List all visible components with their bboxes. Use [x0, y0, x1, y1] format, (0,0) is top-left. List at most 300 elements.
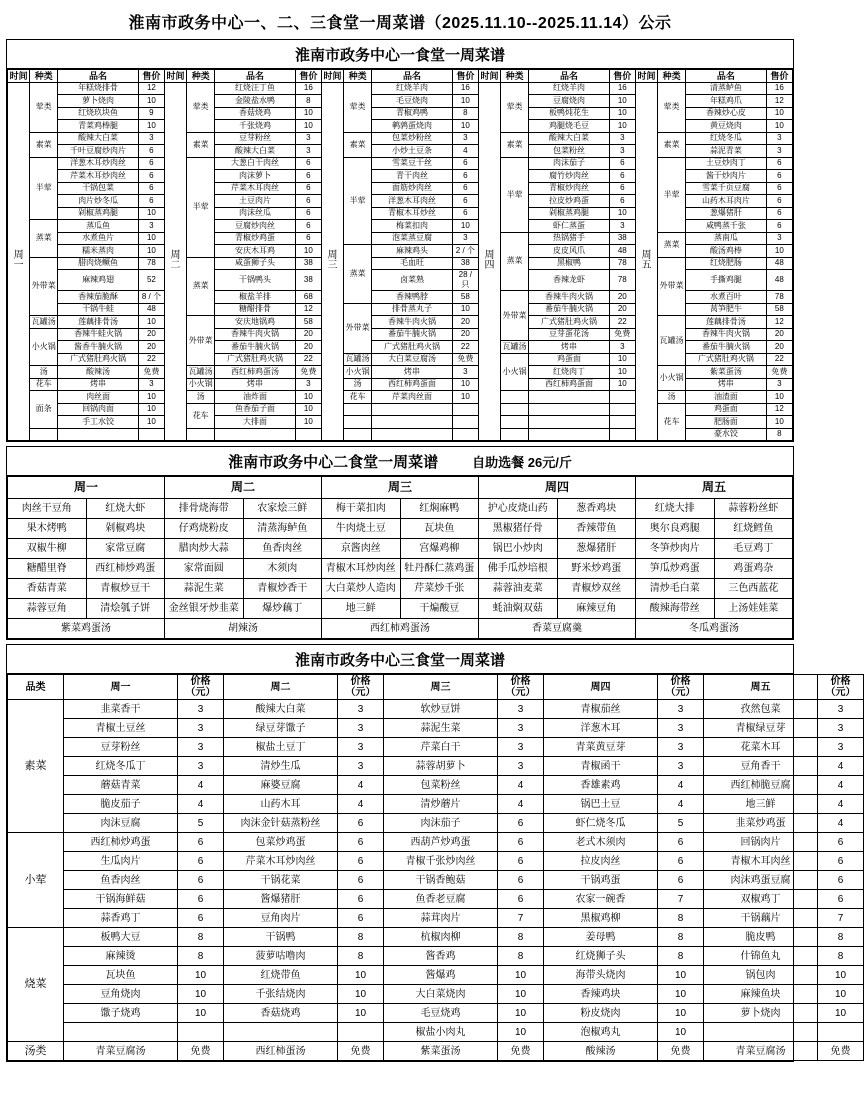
- hall2-dish-cell: 肉丝干豆角: [8, 499, 87, 519]
- hall1-category-cell: 素菜: [658, 132, 686, 157]
- hall1-category-cell: 半荤: [501, 157, 529, 232]
- hall3-dish-price: 10: [818, 1004, 864, 1023]
- hall3-header-cell: 周四: [544, 675, 658, 700]
- hall3-dish-name: [224, 1023, 338, 1042]
- hall1-dish-name: 烤串: [58, 378, 139, 391]
- hall1-dish-name: 安庆木耳鸡: [215, 245, 296, 258]
- hall1-dish-name: 毛血旺: [372, 257, 453, 270]
- hall1-dish-price: 48: [766, 257, 792, 270]
- hall2-dish-cell: 果木烤鸭: [8, 519, 87, 539]
- hall1-dish-price: 10: [766, 391, 792, 404]
- table-row: [8, 871, 864, 890]
- hall3-dish-name: 回锅肉片: [704, 833, 818, 852]
- hall3-header-cell: 周五: [704, 675, 818, 700]
- hall1-dish-name: 酸辣大白菜: [58, 132, 139, 145]
- hall3-title: 淮南市政务中心三食堂一周菜谱: [7, 645, 793, 674]
- hall3-dish-name: 肉沫金针菇蒸粉丝: [224, 814, 338, 833]
- hall1-dish-price: 10: [766, 107, 792, 120]
- hall3-dish-price: 10: [658, 985, 704, 1004]
- hall2-dish-cell: 鸡蛋鸡杂: [714, 559, 793, 579]
- hall1-dish-price: 38: [609, 232, 635, 245]
- hall3-dish-name: 蒜香鸡丁: [64, 909, 178, 928]
- hall1-dish-name: 芹菜肉丝面: [372, 391, 453, 404]
- empty-cell: [215, 428, 296, 441]
- hall1-dish-price: 16: [295, 82, 321, 95]
- hall1-category-cell: 素菜: [30, 132, 58, 157]
- hall1-category-cell: 瓦罐汤: [344, 353, 372, 366]
- hall2-dish-cell: 家常面圆: [165, 559, 244, 579]
- hall1-dish-price: 22: [766, 353, 792, 366]
- hall1-dish-name: 肉沫丝瓜: [215, 207, 296, 220]
- hall1-category-cell: 花车: [344, 391, 372, 404]
- hall2-dish-cell: 野米炒鸡蛋: [557, 559, 636, 579]
- hall1-dish-price: 10: [295, 403, 321, 416]
- hall1-dish-price: 10: [138, 207, 164, 220]
- hall1-dish-name: 咸鸭蒸千张: [686, 220, 767, 233]
- empty-cell: [501, 428, 529, 441]
- hall1-category-cell: 小火锅: [30, 328, 58, 366]
- hall1-dish-name: 土豆炒肉丁: [686, 157, 767, 170]
- hall1-dish-price: 6: [138, 182, 164, 195]
- hall1-dish-price: 10: [452, 391, 478, 404]
- hall1-dish-price: 10: [295, 391, 321, 404]
- hall3-dish-name: 蒜蓉胡萝卜: [384, 757, 498, 776]
- hall3-dish-name: 泡椒鸡丸: [544, 1023, 658, 1042]
- hall1-dish-name: 皮皮风爪: [529, 245, 610, 258]
- hall3-header-cell: 价格（元）: [818, 675, 864, 700]
- hall1-dish-name: 豆腐炒肉丝: [215, 220, 296, 233]
- hall1-dish-name: 回锅肉面: [58, 403, 139, 416]
- hall1-dish-price: 78: [138, 257, 164, 270]
- hall1-dish-price: 20: [138, 328, 164, 341]
- table-row: [8, 539, 793, 559]
- hall2-dish-cell: 蒜蓉油麦菜: [479, 579, 558, 599]
- hall3-dish-name: 杭椒肉柳: [384, 928, 498, 947]
- hall2-dish-cell: 葱爆猪肝: [557, 539, 636, 559]
- hall2-dish-cell: 冬笋炒肉片: [636, 539, 715, 559]
- hall2-section: [6, 446, 794, 640]
- hall2-day-header: 周五: [636, 477, 793, 499]
- hall1-dish-price: 38: [452, 257, 478, 270]
- hall1-dish-price: 6: [766, 157, 792, 170]
- hall3-dish-price: 6: [658, 871, 704, 890]
- hall1-dish-name: 芹菜木耳肉丝: [215, 182, 296, 195]
- hall3-dish-name: 西红柿炒鸡蛋: [64, 833, 178, 852]
- hall1-dish-price: 6: [609, 182, 635, 195]
- hall3-dish-name: 软炒豆饼: [384, 700, 498, 719]
- hall3-dish-price: 10: [178, 966, 224, 985]
- hall3-dish-price: 6: [338, 814, 384, 833]
- hall3-dish-name: 板鸭大豆: [64, 928, 178, 947]
- hall1-dish-price: 10: [609, 366, 635, 379]
- table-row: [8, 814, 864, 833]
- hall1-dish-name: 烤串: [372, 366, 453, 379]
- hall1-category-cell: 汤: [30, 366, 58, 379]
- hall3-category-cell: 汤类: [8, 1042, 64, 1061]
- hall1-dish-name: 大葱白干肉丝: [215, 157, 296, 170]
- hall2-dish-cell: 红烧大排: [636, 499, 715, 519]
- hall1-dish-name: 青干肉丝: [372, 170, 453, 183]
- hall1-dish-price: 3: [766, 378, 792, 391]
- hall1-dish-price: 6: [452, 157, 478, 170]
- hall1-dish-price: 3: [295, 145, 321, 158]
- table-row: [8, 1023, 864, 1042]
- hall1-dish-price: 6: [766, 182, 792, 195]
- hall2-dish-cell: 宫爆鸡柳: [400, 539, 479, 559]
- hall1-dish-price: 10: [138, 316, 164, 329]
- hall1-dish-price: 免费: [766, 366, 792, 379]
- hall1-category-cell: 汤: [658, 391, 686, 404]
- hall1-dish-price: 6: [295, 220, 321, 233]
- hall3-dish-name: 蒜茸肉片: [384, 909, 498, 928]
- hall1-dish-price: 3: [766, 145, 792, 158]
- empty-cell: [138, 428, 164, 441]
- hall3-dish-price: 6: [178, 890, 224, 909]
- empty-cell: [609, 428, 635, 441]
- hall1-dish-price: 10: [766, 245, 792, 258]
- hall1-dish-name: 剁椒蒸鸡腿: [529, 207, 610, 220]
- hall1-day-label: 周一: [8, 82, 30, 441]
- hall3-dish-name: 什锦鱼丸: [704, 947, 818, 966]
- hall3-dish-name: 鱼香肉丝: [64, 871, 178, 890]
- empty-cell: [187, 428, 215, 441]
- table-row: [8, 366, 793, 379]
- hall3-dish-price: 10: [178, 985, 224, 1004]
- hall3-dish-price: 3: [178, 738, 224, 757]
- hall1-dish-price: 8: [766, 428, 792, 441]
- hall3-dish-name: 青椒函干: [544, 757, 658, 776]
- hall3-dish-price: 8: [818, 947, 864, 966]
- hall1-dish-name: 豆芽蛋花汤: [529, 328, 610, 341]
- hall1-dish-price: 8: [452, 107, 478, 120]
- hall3-dish-price: 10: [498, 1004, 544, 1023]
- hall3-dish-price: 4: [658, 776, 704, 795]
- hall3-dish-price: 10: [498, 1023, 544, 1042]
- hall1-category-cell: 素菜: [187, 132, 215, 157]
- hall3-dish-name: 西红柿脆豆腐: [704, 776, 818, 795]
- hall3-dish-price: 8: [498, 928, 544, 947]
- hall1-dish-price: 免费: [295, 366, 321, 379]
- hall1-dish-price: 48: [766, 270, 792, 291]
- hall2-dish-cell: 芹菜炒千张: [400, 579, 479, 599]
- hall3-dish-price: 6: [178, 871, 224, 890]
- empty-cell: [529, 403, 610, 416]
- hall1-dish-price: 10: [138, 232, 164, 245]
- hall1-dish-price: 20: [452, 328, 478, 341]
- hall2-soup-cell: 紫菜鸡蛋汤: [8, 619, 165, 639]
- hall3-dish-price: 8: [498, 947, 544, 966]
- hall3-dish-name: 毛豆烧鸡: [384, 1004, 498, 1023]
- hall1-category-cell: 外带菜: [501, 291, 529, 341]
- hall1-dish-price: 3: [609, 341, 635, 354]
- hall1-dish-name: 包菜炒粉丝: [372, 132, 453, 145]
- hall1-dish-price: 12: [138, 82, 164, 95]
- hall1-header-cell: 品名: [215, 70, 296, 83]
- hall1-dish-price: 6: [138, 170, 164, 183]
- hall2-table: [7, 476, 793, 639]
- hall1-dish-price: 20: [766, 341, 792, 354]
- hall1-dish-name: 香辣牛肉火锅: [529, 291, 610, 304]
- hall3-dish-price: 10: [498, 985, 544, 1004]
- hall3-dish-name: 拉皮肉丝: [544, 852, 658, 871]
- hall1-category-cell: 小火锅: [344, 366, 372, 379]
- hall1-dish-name: 蒜泥青菜: [686, 145, 767, 158]
- hall1-dish-name: 香辣牛肉火锅: [686, 328, 767, 341]
- hall1-dish-price: 22: [609, 316, 635, 329]
- empty-cell: [501, 391, 529, 404]
- hall1-header-cell: 品名: [686, 70, 767, 83]
- hall1-header-cell: 售价: [609, 70, 635, 83]
- hall1-dish-price: 6: [138, 145, 164, 158]
- table-row: [8, 82, 793, 95]
- hall3-dish-name: 紫菜蛋汤: [384, 1042, 498, 1061]
- hall3-dish-price: 10: [658, 1004, 704, 1023]
- table-row: [8, 833, 864, 852]
- hall1-dish-name: 香菇烧鸡: [215, 107, 296, 120]
- hall1-category-cell: 花车: [658, 403, 686, 441]
- hall2-day-header: 周一: [8, 477, 165, 499]
- hall1-dish-name: 番茄牛腩火锅: [529, 303, 610, 316]
- hall1-dish-name: 酸辣大白菜: [529, 132, 610, 145]
- hall3-dish-price: 3: [818, 700, 864, 719]
- hall1-dish-price: 10: [452, 303, 478, 316]
- hall1-dish-name: 青椒炒鸡蛋: [215, 232, 296, 245]
- hall3-dish-name: 豆芽粉丝: [64, 738, 178, 757]
- hall1-dish-price: 16: [766, 82, 792, 95]
- hall1-dish-price: 6: [609, 157, 635, 170]
- hall3-dish-price: 6: [818, 833, 864, 852]
- hall1-dish-name: 肉丝面: [58, 391, 139, 404]
- hall3-dish-price: 3: [818, 738, 864, 757]
- hall2-dish-cell: 西红柿炒鸡蛋: [86, 559, 165, 579]
- hall1-dish-name: 年糕烧排骨: [58, 82, 139, 95]
- hall1-day-label: 周四: [478, 82, 500, 441]
- hall1-dish-name: 水煮鱼片: [58, 232, 139, 245]
- hall1-dish-name: 肉沫萝卜: [215, 170, 296, 183]
- hall3-dish-price: 8: [818, 928, 864, 947]
- hall2-dish-cell: 剁椒鸡块: [86, 519, 165, 539]
- empty-cell: [452, 428, 478, 441]
- hall1-dish-name: 广式猪肚鸡火锅: [58, 353, 139, 366]
- table-row: [8, 232, 793, 245]
- hall3-dish-price: 10: [818, 985, 864, 1004]
- hall3-dish-price: 免费: [338, 1042, 384, 1061]
- hall3-header-cell: 价格（元）: [658, 675, 704, 700]
- hall1-dish-name: 洋葱木耳肉丝: [372, 195, 453, 208]
- hall1-dish-price: 免费: [452, 353, 478, 366]
- hall3-dish-price: [178, 1023, 224, 1042]
- hall3-dish-price: 3: [178, 719, 224, 738]
- hall3-dish-price: 免费: [498, 1042, 544, 1061]
- empty-cell: [609, 416, 635, 429]
- hall1-dish-name: 广式猪肚鸡火锅: [529, 316, 610, 329]
- hall3-header-cell: 价格（元）: [498, 675, 544, 700]
- hall1-dish-name: 香辣龙虾: [529, 270, 610, 291]
- hall1-header-cell: 品名: [529, 70, 610, 83]
- hall3-dish-price: 免费: [178, 1042, 224, 1061]
- hall3-dish-name: 粉皮烧肉: [544, 1004, 658, 1023]
- hall3-dish-name: 西红柿蛋汤: [224, 1042, 338, 1061]
- hall1-dish-name: 大排面: [215, 416, 296, 429]
- hall1-dish-price: 58: [295, 316, 321, 329]
- hall3-dish-name: 韭菜香干: [64, 700, 178, 719]
- hall3-dish-price: 6: [338, 833, 384, 852]
- table-row: [8, 316, 793, 329]
- hall3-dish-price: 8: [338, 928, 384, 947]
- hall1-dish-name: 香辣牛肉火锅: [215, 328, 296, 341]
- hall1-dish-price: 10: [452, 95, 478, 108]
- hall1-dish-price: 10: [295, 107, 321, 120]
- hall1-dish-price: 12: [766, 316, 792, 329]
- hall1-header-cell: 时间: [164, 70, 186, 83]
- table-row: [8, 391, 793, 404]
- table-row: [8, 947, 864, 966]
- hall1-section: [6, 39, 794, 442]
- hall2-dish-cell: 锅巴小炒肉: [479, 539, 558, 559]
- hall1-dish-name: 红烧羊肉: [529, 82, 610, 95]
- hall1-category-cell: 小火锅: [187, 378, 215, 391]
- hall1-category-cell: 蒸菜: [501, 232, 529, 291]
- empty-cell: [344, 403, 372, 416]
- hall3-dish-name: 干锅藕片: [704, 909, 818, 928]
- hall3-dish-name: 双椒鸡丁: [704, 890, 818, 909]
- hall3-dish-name: 黑椒鸡柳: [544, 909, 658, 928]
- hall2-dish-cell: 大白菜炒人造肉: [322, 579, 401, 599]
- hall3-dish-price: 3: [178, 757, 224, 776]
- hall1-dish-price: 78: [609, 270, 635, 291]
- hall1-category-cell: 荤类: [344, 82, 372, 132]
- hall1-dish-name: 烤串: [686, 378, 767, 391]
- hall3-dish-price: 10: [498, 966, 544, 985]
- hall1-dish-price: 6: [295, 182, 321, 195]
- empty-cell: [609, 403, 635, 416]
- hall3-dish-name: 清炒生瓜: [224, 757, 338, 776]
- hall3-dish-name: 蒜泥生菜: [384, 719, 498, 738]
- hall1-header-cell: 售价: [138, 70, 164, 83]
- hall3-dish-name: 千张结烧肉: [224, 985, 338, 1004]
- hall3-dish-price: 6: [178, 909, 224, 928]
- hall1-category-cell: 半荤: [658, 157, 686, 232]
- hall1-dish-name: 芹菜木耳炒肉丝: [58, 170, 139, 183]
- hall1-dish-name: 山药木耳肉片: [686, 195, 767, 208]
- hall3-category-cell: 烧菜: [8, 928, 64, 1042]
- hall3-dish-price: 8: [658, 928, 704, 947]
- hall3-dish-price: 6: [338, 852, 384, 871]
- table-row: [8, 795, 864, 814]
- hall1-dish-price: 10: [609, 207, 635, 220]
- hall2-dish-cell: 鱼香肉丝: [243, 539, 322, 559]
- hall1-dish-price: 3: [766, 232, 792, 245]
- hall1-dish-price: 9: [138, 107, 164, 120]
- hall1-dish-name: 手撕鸡腿: [686, 270, 767, 291]
- hall2-day-header: 周三: [322, 477, 479, 499]
- hall2-dish-cell: 青椒木耳炒肉丝: [322, 559, 401, 579]
- hall3-dish-name: 肉沫豆腐: [64, 814, 178, 833]
- hall1-dish-name: 洋葱木耳炒肉丝: [58, 157, 139, 170]
- hall1-header-cell: 时间: [635, 70, 657, 83]
- hall1-category-cell: 荤类: [501, 82, 529, 132]
- hall3-dish-price: 8: [178, 947, 224, 966]
- hall1-dish-price: 10: [609, 378, 635, 391]
- hall1-dish-name: 青菜鸡棒腿: [58, 120, 139, 133]
- hall1-dish-name: 广式猪肚鸡火锅: [686, 353, 767, 366]
- hall3-dish-price: [338, 1023, 384, 1042]
- hall2-dish-cell: 青椒炒豆干: [86, 579, 165, 599]
- hall2-dish-cell: 香菇青菜: [8, 579, 87, 599]
- hall3-dish-name: 包菜粉丝: [384, 776, 498, 795]
- hall1-dish-price: 6: [452, 207, 478, 220]
- hall3-dish-name: 老式木须肉: [544, 833, 658, 852]
- table-row: [8, 909, 864, 928]
- hall2-soup-cell: 西红柿鸡蛋汤: [322, 619, 479, 639]
- hall3-dish-price: 10: [178, 1004, 224, 1023]
- hall1-dish-name: 烤串: [215, 378, 296, 391]
- hall1-dish-name: 鱼香茄子面: [215, 403, 296, 416]
- hall1-dish-name: 金陵盐水鸭: [215, 95, 296, 108]
- hall1-dish-price: 10: [609, 95, 635, 108]
- hall1-dish-name: 麻辣鸡翅: [58, 270, 139, 291]
- hall3-dish-price: 3: [658, 700, 704, 719]
- table-row: [8, 757, 864, 776]
- hall2-dish-cell: 笋瓜炒鸡蛋: [636, 559, 715, 579]
- hall1-dish-price: 38: [295, 270, 321, 291]
- hall1-category-cell: 汤: [344, 378, 372, 391]
- hall3-dish-name: 芹菜白干: [384, 738, 498, 757]
- hall2-dish-cell: 葱香鸡块: [557, 499, 636, 519]
- hall1-dish-price: 16: [609, 82, 635, 95]
- hall1-dish-name: 干锅包菜: [58, 182, 139, 195]
- hall1-dish-price: 3: [138, 220, 164, 233]
- hall1-dish-price: 48: [609, 245, 635, 258]
- hall1-dish-price: 3: [295, 378, 321, 391]
- hall2-soup-cell: 胡辣汤: [165, 619, 322, 639]
- hall3-dish-price: [818, 1023, 864, 1042]
- hall3-dish-price: 6: [338, 890, 384, 909]
- hall2-dish-cell: 青椒炒双丝: [557, 579, 636, 599]
- hall1-category-cell: 蒸菜: [344, 245, 372, 304]
- hall1-dish-name: 酱干炒肉片: [686, 170, 767, 183]
- hall3-dish-name: 麻辣烫: [64, 947, 178, 966]
- hall1-dish-name: 面筋炒肉丝: [372, 182, 453, 195]
- hall1-dish-name: 板鸭炖花生: [529, 107, 610, 120]
- hall1-header-cell: 售价: [295, 70, 321, 83]
- hall1-dish-name: 西红柿鸡蛋面: [372, 378, 453, 391]
- hall1-dish-price: 10: [452, 220, 478, 233]
- hall3-dish-price: 6: [658, 852, 704, 871]
- table-row: [8, 890, 864, 909]
- hall3-header-cell: 周二: [224, 675, 338, 700]
- hall1-dish-name: 豆芽粉丝: [215, 132, 296, 145]
- hall1-dish-name: 剁椒蒸鸡腿: [58, 207, 139, 220]
- hall2-dish-cell: 牛肉烧土豆: [322, 519, 401, 539]
- hall3-dish-price: 6: [498, 833, 544, 852]
- hall3-dish-price: 免费: [658, 1042, 704, 1061]
- hall1-dish-name: 排骨蒸丸子: [372, 303, 453, 316]
- hall1-category-cell: 半荤: [344, 157, 372, 245]
- hall1-dish-price: 10: [138, 391, 164, 404]
- hall2-dish-cell: 地三鲜: [322, 599, 401, 619]
- table-row: [8, 1042, 864, 1061]
- hall2-dish-cell: 蒜蓉粉丝虾: [714, 499, 793, 519]
- hall1-category-cell: 半荤: [30, 157, 58, 220]
- hall1-category-cell: 素菜: [344, 132, 372, 157]
- hall1-dish-price: 6: [766, 207, 792, 220]
- hall1-dish-name: 油炸面: [215, 391, 296, 404]
- hall3-dish-name: 鱼香老豆腐: [384, 890, 498, 909]
- hall2-dish-cell: 香辣带鱼: [557, 519, 636, 539]
- hall2-soup-cell: 香菜豆腐羹: [479, 619, 636, 639]
- hall1-dish-name: 热锅猪手: [529, 232, 610, 245]
